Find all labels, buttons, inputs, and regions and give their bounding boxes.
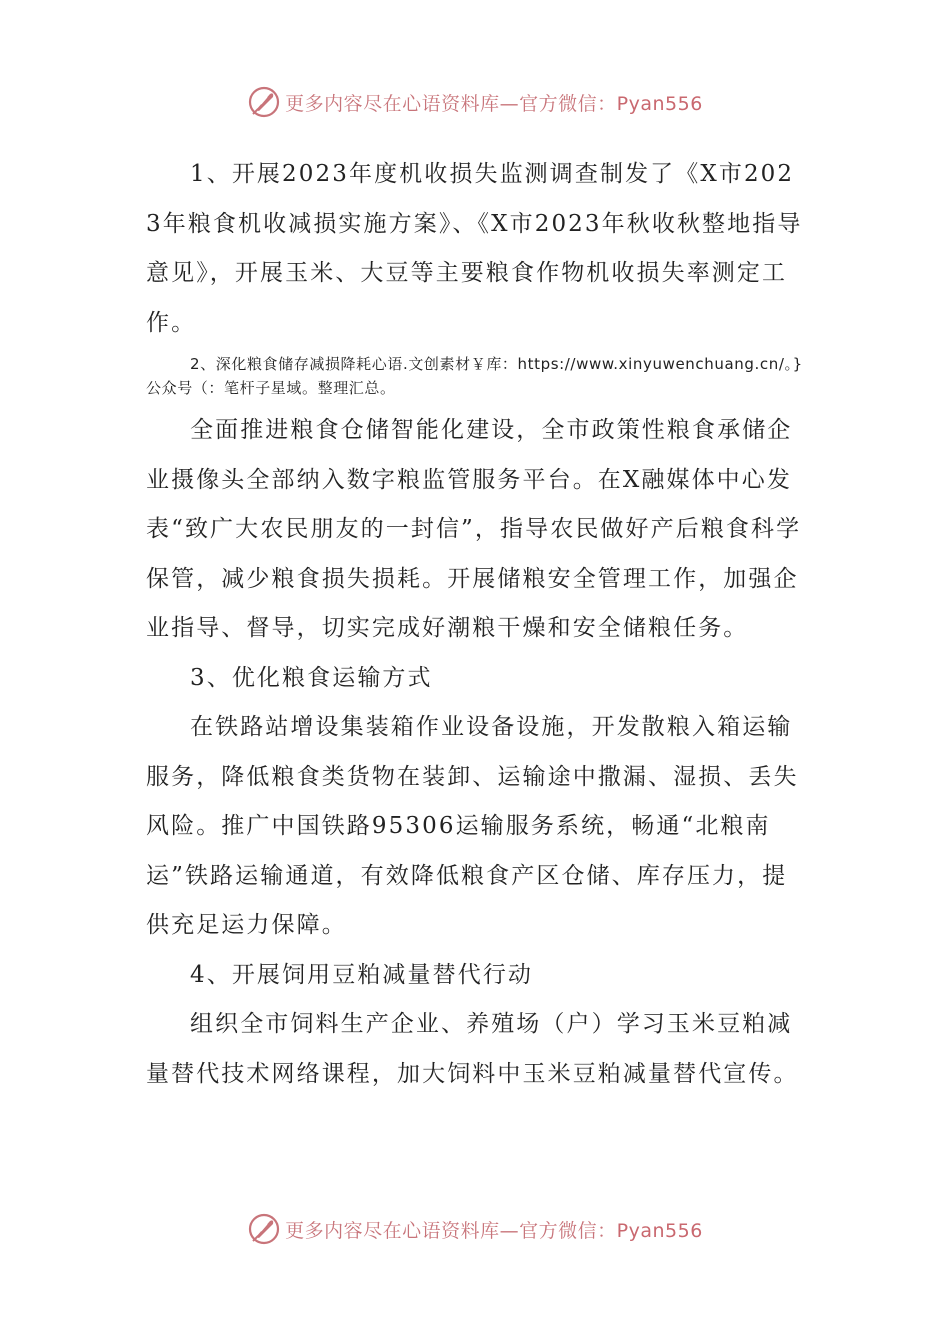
footer-banner (0, 1209, 950, 1249)
header-banner (0, 82, 950, 122)
banner-text (285, 89, 703, 116)
paragraph-5: 在铁路站增设集装箱作业设备设施，开发散粮入箱运输服务，降低粮食类货物在装卸、运输途中撒漏、湿损、丢失风险。推广中国铁路95306运输服务系统，畅通“北粮南运”铁路运输通道，有效降低粮食产区仓储、库存压力，提供充足运力保障。 (146, 714, 799, 938)
paragraph-7: 组织全市饲料生产企业、养殖场（户）学习玉米豆粕减量替代技术网络课程，加大饲料中玉米豆粕减量替代宣传。 (146, 1011, 799, 1087)
paragraph-3: 全面推进粮食仓储智能化建设，全市政策性粮食承储企业摄像头全部纳入数字粮监管服务平台。在X融媒体中心发表“致广大农民朋友的一封信”，指导农民做好产后粮食科学保管，减少粮食损失损耗。开展储粮安全管理工作，加强企业指导、督导，切实完成好潮粮干燥和安全储粮任务。 (146, 417, 802, 641)
banner-text (285, 1216, 703, 1243)
document-body (146, 150, 806, 1099)
banner-slogan: 更多内容尽在心语资料库—官方微信： (285, 92, 617, 115)
banner-slogan: 更多内容尽在心语资料库—官方微信： (285, 1219, 617, 1242)
section-heading-3: 3、优化粮食运输方式 (190, 664, 433, 691)
banner-wechat-id: Pyan556 (616, 1219, 703, 1242)
quill-pen-logo-icon (247, 85, 281, 119)
section-heading-4: 4、开展饲用豆粕减量替代行动 (190, 961, 534, 988)
paragraph-2-watermark-note: 2、深化粮食储存减损降耗心语.文创素材￥库：https://www.xinyuwenchuang.cn/。}公众号（：笔杆子星域。整理汇总。 (146, 355, 803, 397)
paragraph-1: 1、开展2023年度机收损失监测调查制发了《X市2023年粮食机收减损实施方案》、《X市2023年秋收秋整地指导意见》，开展玉米、大豆等主要粮食作物机收损失率测定工作。 (146, 161, 803, 336)
quill-pen-logo-icon (247, 1212, 281, 1246)
banner-wechat-id: Pyan556 (616, 92, 703, 115)
